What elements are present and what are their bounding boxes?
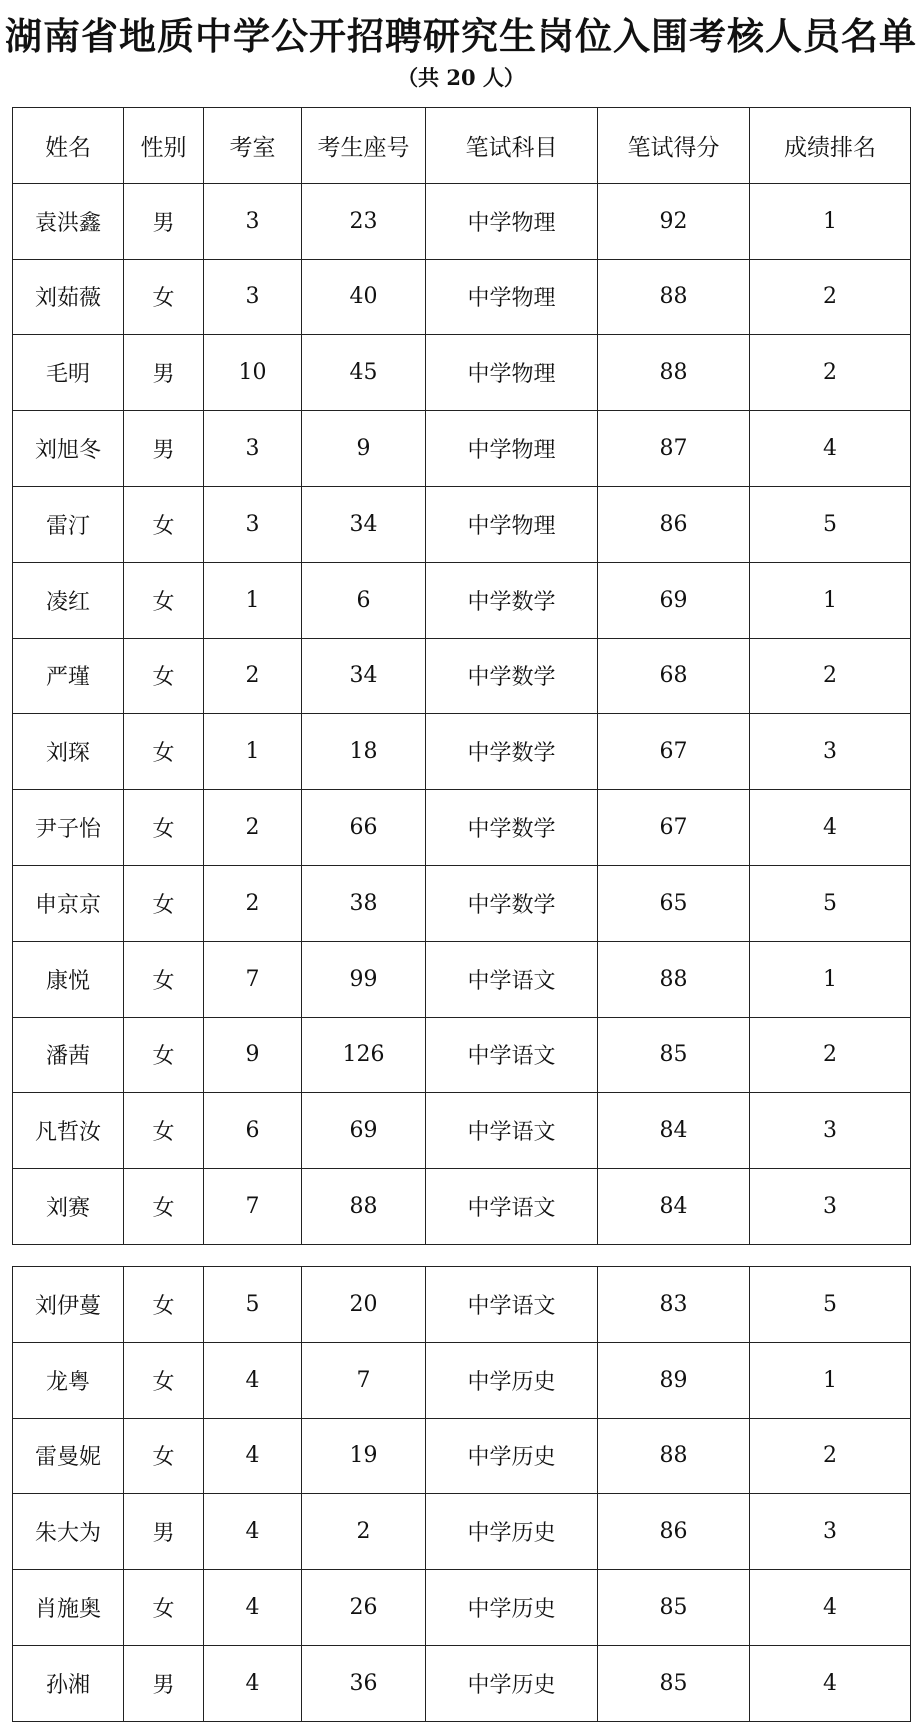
cell-gender: 女 [124, 1017, 204, 1093]
cell-seat: 34 [302, 638, 426, 714]
cell-name: 刘赛 [13, 1169, 124, 1245]
table-row [13, 1570, 911, 1646]
cell-gender: 女 [124, 941, 204, 1017]
cell-subject: 中学语文 [426, 941, 598, 1017]
cell-name: 毛明 [13, 335, 124, 411]
cell-gender: 女 [124, 1342, 204, 1418]
cell-subject: 中学数学 [426, 790, 598, 866]
cell-score: 88 [598, 259, 750, 335]
cell-subject: 中学数学 [426, 562, 598, 638]
cell-room: 9 [204, 1017, 302, 1093]
cell-room: 6 [204, 1093, 302, 1169]
table-row [13, 1169, 911, 1245]
table-row [13, 1342, 911, 1418]
cell-seat: 45 [302, 335, 426, 411]
table-row [13, 411, 911, 487]
cell-score: 86 [598, 1494, 750, 1570]
cell-room: 4 [204, 1645, 302, 1721]
cell-seat: 99 [302, 941, 426, 1017]
cell-subject: 中学物理 [426, 183, 598, 259]
cell-room: 5 [204, 1267, 302, 1343]
cell-subject: 中学数学 [426, 865, 598, 941]
cell-room: 2 [204, 865, 302, 941]
cell-room: 3 [204, 486, 302, 562]
table-row [13, 1267, 911, 1343]
cell-name: 刘伊蔓 [13, 1267, 124, 1343]
cell-seat: 6 [302, 562, 426, 638]
cell-gender: 女 [124, 790, 204, 866]
cell-name: 康悦 [13, 941, 124, 1017]
cell-seat: 34 [302, 486, 426, 562]
table-row [13, 941, 911, 1017]
table-row [13, 183, 911, 259]
cell-rank: 1 [750, 562, 911, 638]
cell-rank: 2 [750, 1418, 911, 1494]
cell-seat: 19 [302, 1418, 426, 1494]
cell-rank: 2 [750, 1017, 911, 1093]
header-subject: 笔试科目 [426, 108, 598, 184]
cell-score: 65 [598, 865, 750, 941]
cell-name: 凌红 [13, 562, 124, 638]
cell-subject: 中学历史 [426, 1494, 598, 1570]
header-seat: 考生座号 [302, 108, 426, 184]
cell-room: 7 [204, 1169, 302, 1245]
cell-score: 88 [598, 1418, 750, 1494]
cell-seat: 23 [302, 183, 426, 259]
cell-seat: 36 [302, 1645, 426, 1721]
table-row [13, 790, 911, 866]
cell-room: 1 [204, 714, 302, 790]
roster-table-part-2 [12, 1266, 911, 1722]
cell-score: 67 [598, 790, 750, 866]
cell-room: 10 [204, 335, 302, 411]
cell-score: 88 [598, 941, 750, 1017]
cell-name: 严瑾 [13, 638, 124, 714]
cell-name: 刘茹薇 [13, 259, 124, 335]
cell-room: 4 [204, 1418, 302, 1494]
cell-gender: 女 [124, 865, 204, 941]
cell-seat: 126 [302, 1017, 426, 1093]
cell-score: 85 [598, 1645, 750, 1721]
roster-table-part-1 [12, 107, 911, 1245]
cell-seat: 88 [302, 1169, 426, 1245]
cell-rank: 5 [750, 865, 911, 941]
table-row [13, 562, 911, 638]
table-row [13, 1418, 911, 1494]
table-row [13, 865, 911, 941]
cell-name: 潘茜 [13, 1017, 124, 1093]
cell-name: 孙湘 [13, 1645, 124, 1721]
cell-rank: 3 [750, 714, 911, 790]
cell-gender: 女 [124, 714, 204, 790]
cell-rank: 3 [750, 1093, 911, 1169]
header-row [13, 108, 911, 184]
cell-gender: 女 [124, 1169, 204, 1245]
cell-rank: 1 [750, 183, 911, 259]
cell-room: 4 [204, 1342, 302, 1418]
header-gender: 性别 [124, 108, 204, 184]
cell-seat: 20 [302, 1267, 426, 1343]
cell-gender: 女 [124, 259, 204, 335]
cell-gender: 男 [124, 183, 204, 259]
header-score: 笔试得分 [598, 108, 750, 184]
cell-rank: 4 [750, 411, 911, 487]
cell-subject: 中学物理 [426, 259, 598, 335]
cell-name: 刘琛 [13, 714, 124, 790]
cell-seat: 9 [302, 411, 426, 487]
header-room: 考室 [204, 108, 302, 184]
cell-subject: 中学历史 [426, 1342, 598, 1418]
table-row [13, 714, 911, 790]
cell-name: 申京京 [13, 865, 124, 941]
cell-rank: 3 [750, 1169, 911, 1245]
cell-rank: 1 [750, 1342, 911, 1418]
table-row [13, 1017, 911, 1093]
cell-seat: 26 [302, 1570, 426, 1646]
cell-subject: 中学语文 [426, 1267, 598, 1343]
cell-name: 凡哲汝 [13, 1093, 124, 1169]
cell-seat: 69 [302, 1093, 426, 1169]
cell-name: 雷汀 [13, 486, 124, 562]
table-row [13, 486, 911, 562]
cell-name: 朱大为 [13, 1494, 124, 1570]
cell-room: 2 [204, 790, 302, 866]
cell-score: 89 [598, 1342, 750, 1418]
cell-subject: 中学物理 [426, 411, 598, 487]
cell-room: 1 [204, 562, 302, 638]
cell-name: 尹子怡 [13, 790, 124, 866]
cell-gender: 女 [124, 486, 204, 562]
cell-seat: 40 [302, 259, 426, 335]
cell-score: 86 [598, 486, 750, 562]
cell-rank: 2 [750, 335, 911, 411]
cell-subject: 中学历史 [426, 1418, 598, 1494]
cell-subject: 中学历史 [426, 1645, 598, 1721]
cell-score: 85 [598, 1570, 750, 1646]
table-row [13, 335, 911, 411]
cell-score: 88 [598, 335, 750, 411]
cell-rank: 1 [750, 941, 911, 1017]
cell-room: 3 [204, 183, 302, 259]
cell-name: 袁洪鑫 [13, 183, 124, 259]
cell-room: 7 [204, 941, 302, 1017]
cell-score: 83 [598, 1267, 750, 1343]
cell-room: 3 [204, 411, 302, 487]
cell-rank: 3 [750, 1494, 911, 1570]
cell-gender: 男 [124, 1645, 204, 1721]
table-row [13, 638, 911, 714]
header-name: 姓名 [13, 108, 124, 184]
cell-room: 4 [204, 1494, 302, 1570]
cell-room: 4 [204, 1570, 302, 1646]
cell-room: 3 [204, 259, 302, 335]
table-row [13, 1494, 911, 1570]
cell-subject: 中学历史 [426, 1570, 598, 1646]
cell-seat: 66 [302, 790, 426, 866]
cell-rank: 2 [750, 259, 911, 335]
cell-score: 84 [598, 1093, 750, 1169]
cell-subject: 中学数学 [426, 638, 598, 714]
cell-seat: 2 [302, 1494, 426, 1570]
cell-score: 92 [598, 183, 750, 259]
cell-gender: 男 [124, 411, 204, 487]
cell-subject: 中学数学 [426, 714, 598, 790]
cell-subject: 中学物理 [426, 486, 598, 562]
cell-gender: 女 [124, 1570, 204, 1646]
cell-gender: 男 [124, 1494, 204, 1570]
table-row [13, 259, 911, 335]
cell-rank: 2 [750, 638, 911, 714]
cell-rank: 4 [750, 790, 911, 866]
cell-seat: 18 [302, 714, 426, 790]
cell-score: 69 [598, 562, 750, 638]
cell-score: 67 [598, 714, 750, 790]
cell-name: 雷曼妮 [13, 1418, 124, 1494]
header-rank: 成绩排名 [750, 108, 911, 184]
cell-subject: 中学物理 [426, 335, 598, 411]
cell-subject: 中学语文 [426, 1093, 598, 1169]
cell-name: 刘旭冬 [13, 411, 124, 487]
cell-subject: 中学语文 [426, 1169, 598, 1245]
table-row [13, 1645, 911, 1721]
cell-room: 2 [204, 638, 302, 714]
cell-name: 龙粤 [13, 1342, 124, 1418]
cell-gender: 女 [124, 1418, 204, 1494]
table-row [13, 1093, 911, 1169]
cell-subject: 中学语文 [426, 1017, 598, 1093]
cell-score: 84 [598, 1169, 750, 1245]
cell-score: 87 [598, 411, 750, 487]
cell-rank: 5 [750, 486, 911, 562]
cell-gender: 女 [124, 1093, 204, 1169]
cell-rank: 4 [750, 1645, 911, 1721]
document-subtitle: （共 20 人） [397, 65, 525, 90]
cell-score: 85 [598, 1017, 750, 1093]
cell-seat: 7 [302, 1342, 426, 1418]
cell-score: 68 [598, 638, 750, 714]
document-title: 湖南省地质中学公开招聘研究生岗位入围考核人员名单 [5, 14, 917, 58]
cell-rank: 4 [750, 1570, 911, 1646]
cell-gender: 女 [124, 562, 204, 638]
cell-gender: 女 [124, 1267, 204, 1343]
cell-name: 肖施奥 [13, 1570, 124, 1646]
cell-seat: 38 [302, 865, 426, 941]
cell-gender: 女 [124, 638, 204, 714]
cell-gender: 男 [124, 335, 204, 411]
cell-rank: 5 [750, 1267, 911, 1343]
